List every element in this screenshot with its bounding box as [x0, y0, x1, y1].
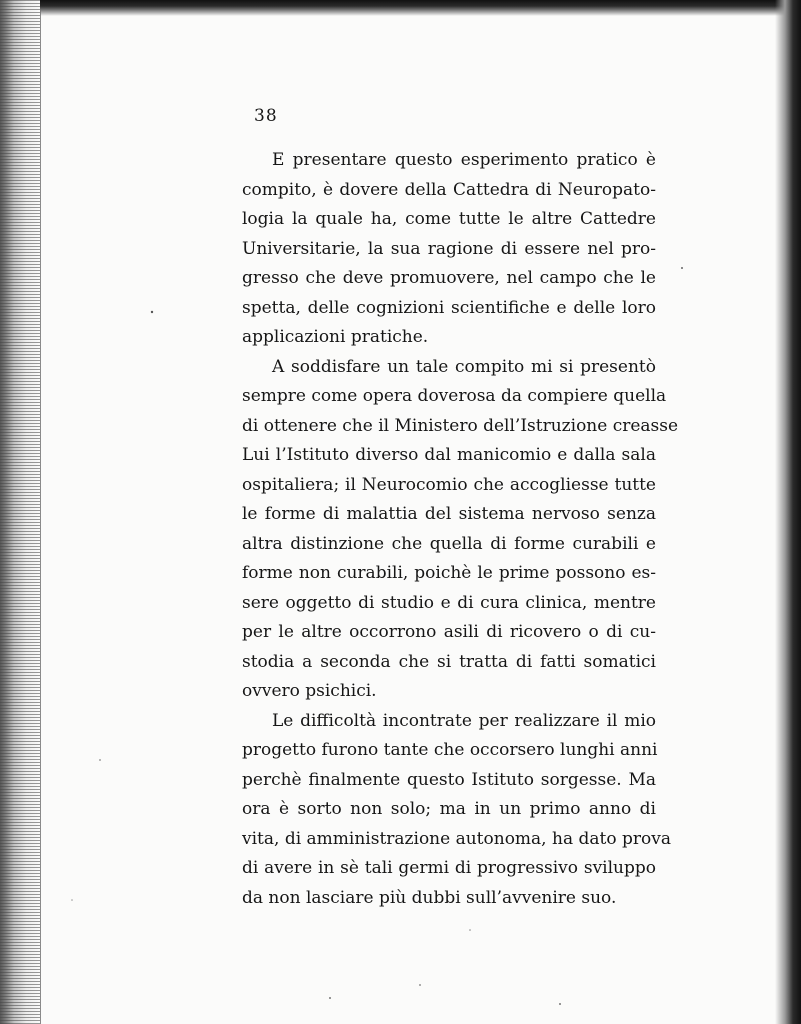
text-line: ovvero psichici.: [242, 681, 377, 701]
text-line: applicazioni pratiche.: [242, 327, 429, 347]
text-line: sere oggetto di studio e di cura clinica, mentre: [242, 592, 656, 613]
text-line: altra distinzione che quella di forme curabili e: [242, 533, 656, 554]
binding-line: [40, 0, 41, 1024]
body-text: [242, 146, 679, 913]
text-line: logia la quale ha, come tutte le altre Cattedre: [242, 209, 656, 229]
paragraph-3: [242, 707, 671, 914]
text-line: Universitarie, la sua ragione di essere nel pro-: [242, 238, 656, 259]
top-scan-edge: [40, 0, 801, 16]
text-line: ospitaliera; il Neurocomio che accogliesse tutte: [242, 474, 656, 495]
text-line: gresso che deve promuovere, nel campo che le: [242, 268, 656, 288]
paragraph-2: [242, 353, 679, 707]
text-line: le forme di malattia del sistema nervoso senza: [242, 504, 656, 524]
text-line: spetta, delle cognizioni scientifiche e delle loro: [242, 297, 656, 318]
text-line: ora è sorto non solo; ma in un primo anno di: [242, 799, 656, 819]
text-line: E presentare questo esperimento pratico è: [272, 150, 656, 170]
text-line: A soddisfare un tale compito mi si presentò: [272, 356, 656, 377]
text-line: stodia a seconda che si tratta di fatti somatici: [242, 651, 656, 672]
text-line: perchè finalmente questo Istituto sorgesse. Ma: [242, 769, 656, 790]
text-line: sempre come opera doverosa da compiere quella: [242, 386, 667, 406]
text-line: per le altre occorrono asili di ricovero o di cu-: [242, 622, 656, 642]
binding-edge: [0, 0, 40, 1024]
text-line: Le difficoltà incontrate per realizzare il mio: [272, 710, 656, 731]
paragraph-1: [242, 146, 656, 353]
text-line: da non lasciare più dubbi sull’avvenire suo.: [242, 887, 617, 908]
text-line: di avere in sè tali germi di progressivo sviluppo: [242, 858, 656, 878]
text-line: compito, è dovere della Cattedra di Neuropato-: [242, 179, 656, 200]
text-line: di ottenere che il Ministero dell’Istruzione creasse: [242, 415, 679, 436]
text-line: vita, di amministrazione autonoma, ha dato prova: [242, 828, 671, 849]
text-line: forme non curabili, poichè le prime possono es-: [242, 563, 656, 583]
text-line: progetto furono tante che occorsero lunghi anni: [242, 740, 658, 760]
text-line: Lui l’Istituto diverso dal manicomio e dalla sala: [242, 445, 656, 465]
page-number: 38: [254, 106, 278, 126]
right-scan-edge: [775, 0, 801, 1024]
